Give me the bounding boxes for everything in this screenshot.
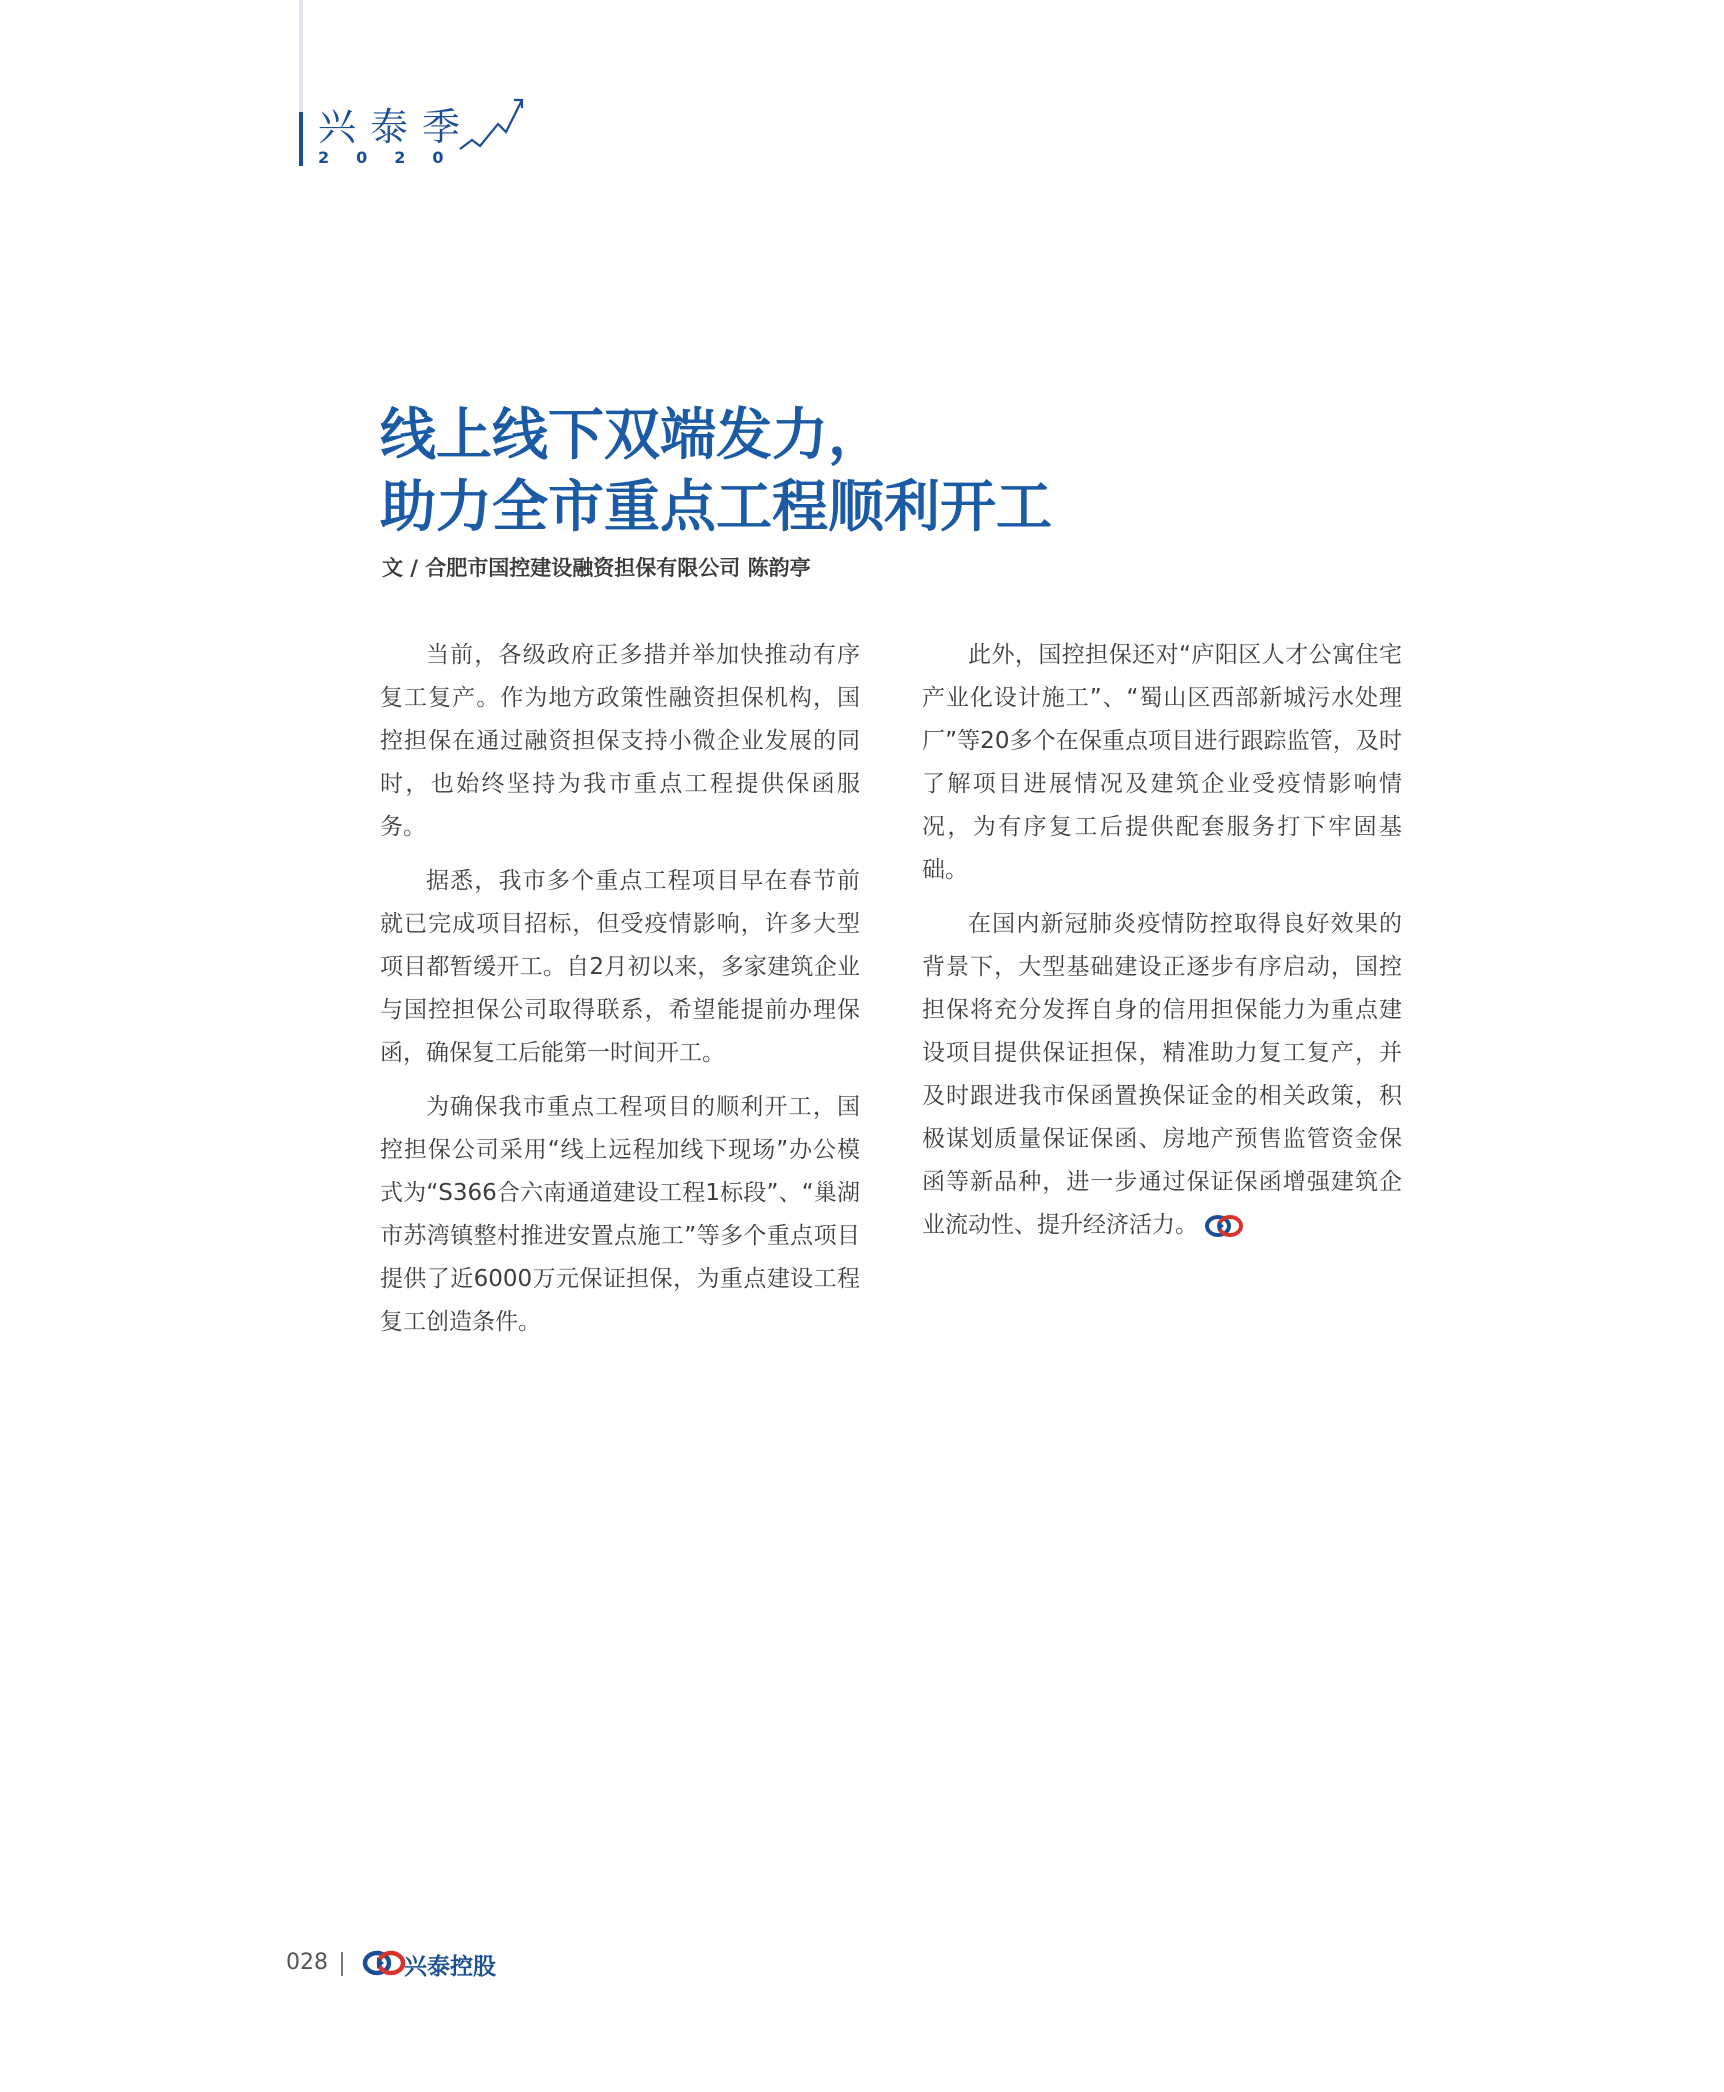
paragraph-text: 在国内新冠肺炎疫情防控取得良好效果的背景下，大型基础建设正逐步有序启动，国控担保将充分发挥自身的信用担保能力为重点建设项目提供保证担保，精准助力复工复产，并及时跟进我市保函置换保证金的相关政策，积极谋划质量保证保函、房地产预售监管资金保函等新品种，进一步通过保证保函增强建筑企业流动性、提升经济活力。 xyxy=(922,911,1402,1238)
article-title-line-1: 线上线下双端发力， xyxy=(380,403,884,468)
paragraph: 为确保我市重点工程项目的顺利开工，国控担保公司采用“线上远程加线下现场”办公模式为“S366合六南通道建设工程1标段”、“巢湖市苏湾镇整村推进安置点施工”等多个重点项目提供了近6000万元保证担保，为重点建设工程复工创造条件。 xyxy=(380,1094,860,1335)
company-logo-icon xyxy=(362,1948,406,1978)
magazine-masthead xyxy=(318,96,528,176)
paragraph: 据悉，我市多个重点工程项目早在春节前就已完成项目招标，但受疫情影响，许多大型项目都暂缓开工。自2月初以来，多家建筑企业与国控担保公司取得联系，希望能提前办理保函，确保复工后能第一时间开工。 xyxy=(380,868,860,1066)
rising-arrow-icon xyxy=(458,94,528,154)
article-title xyxy=(380,400,1052,544)
paragraph: 当前，各级政府正多措并举加快推动有序复工复产。作为地方政策性融资担保机构，国控担保在通过融资担保支持小微企业发展的同时，也始终坚持为我市重点工程提供保函服务。 xyxy=(380,642,860,840)
article-column-left xyxy=(380,634,860,1355)
masthead-title: 兴泰季 xyxy=(318,105,475,149)
footer-divider xyxy=(341,1952,343,1976)
page-number: 028 xyxy=(286,1950,328,1975)
footer-brand-name: 兴泰控股 xyxy=(404,1954,496,1980)
article-column-right xyxy=(922,634,1402,1258)
article-title-line-2: 助力全市重点工程顺利开工 xyxy=(380,475,1052,540)
masthead-year: 2020 xyxy=(318,148,471,167)
article-byline: 文 / 合肥市国控建设融资担保有限公司 陈韵亭 xyxy=(382,556,811,580)
paragraph: 此外，国控担保还对“庐阳区人才公寓住宅产业化设计施工”、“蜀山区西部新城污水处理厂”等20多个在保重点项目进行跟踪监管，及时了解项目进展情况及建筑企业受疫情影响情况，为有序复工后提供配套服务打下牢固基础。 xyxy=(922,642,1402,883)
paragraph-with-end-mark xyxy=(922,903,1402,1247)
end-mark-logo-icon xyxy=(1204,1213,1244,1239)
margin-rule-accent xyxy=(299,112,303,166)
